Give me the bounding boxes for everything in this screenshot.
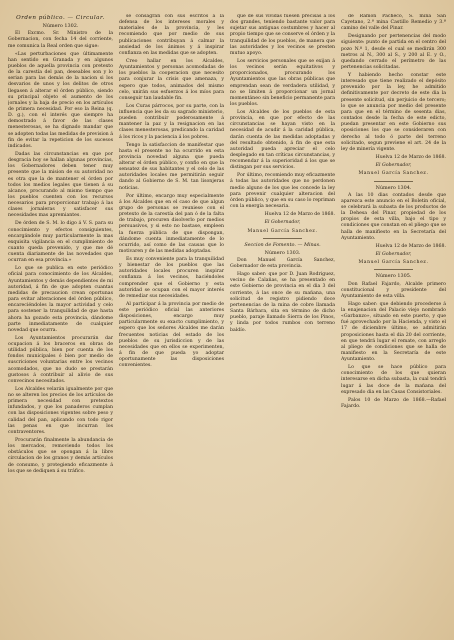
paragraph: de Ramon Pacheco, S. mina San Cayetano, 2.ª mina Castillo Remedio y 3.ª camino del valle del Pinar. (341, 14, 446, 32)
date-line: Huelva 12 de Marzo de 1868. (264, 212, 335, 218)
divider (263, 238, 303, 239)
signature-name: Manuel García Sanchez. (358, 260, 429, 266)
paragraph: Lo que se publica en este periódico oficial para conocimiento de los Alcaldes, Ayuntamientos y demás dependientes de mi autoridad, á fin de que adopten cuantas medidas de precaucion crean oportunas para evitar alteraciones del órden público, encareciéndoles la mayor actividad y celo para sostener la tranquilidad de que hasta ahora ha gozado esta provincia, dándome parte inmediatamente de cualquier novedad que ocurra. (8, 266, 113, 333)
paragraph: Procurarán finalmente la abundancia de los mercados, removiendo todos los obstáculos que se opongan á la libre circulacion de los granos y demás artículos de consumo, y protegiendo eficazmente á los que se dediquen á su tráfico. (8, 437, 113, 474)
paragraph: que de sus vividas fuesen precisas á los dos grandes, teniendo bastante valor para sujetar sus antiguas costumbres y hacer al propio tiempo que se conserve el órden y la tranquilidad de los pueblos, de manera que las autoridades y los vecinos se presten mutuo apoyo. (230, 14, 335, 56)
paragraph: Palos 10 de Marzo de 1868.—Rafael Fajardo. (341, 397, 446, 409)
date-line: Huelva 12 de Marzo de 1868. (375, 155, 446, 161)
paragraph: Designando por pertenencias del modo siguiente: punto de partida en el centro del pozo N.º 1, desde el cual se medirán 300 metros al N., 300 al S., y 200 al E. y O., quedando cerrado el perímetro de las pertenencias solicitadas. (341, 34, 446, 71)
paragraph: Es muy conveniente para la tranquilidad y bienestar de los pueblos que las autoridades locales procuren inspirar confianza á los vecinos, haciéndoles comprender que el Gobierno y esta autoridad se ocupan con el mayor interés de remediar sus necesidades. (119, 256, 224, 299)
paragraph: A las 10 dias contados desde que aparezca este anuncio en el Boletin oficial, se celebrará la subasta de los productos de la Dehesa del Pinar, propiedad de los propios de esta villa, bajo el tipo y condiciones que constan en el pliego que se halla de manifiesto en la Secretaría del Ayuntamiento. (341, 192, 446, 241)
divider (374, 269, 414, 270)
section-heading: Seccion de Fomento. — Minas. (244, 241, 321, 248)
paragraph: Los Alcaldes velarán igualmente por que no se alteren los precios de los artículos de primera necesidad con pretextos infundados, y que los panaderos cumplan con las disposiciones vigentes sobre peso y calidad del pan, aplicando con todo rigor las penas en que incurran los contraventores. (8, 386, 113, 435)
paragraph: Los Ayuntamientos procurarán dar ocupacion á los braceros en obras de utilidad pública, bien por cuenta de los fondos municipales ó bien por medio de suscriciones voluntarias entre los vecinos acomodados, que no dudo se prestarán gustosos á contribuir al alivio de sus convecinos necesitados. (8, 335, 113, 384)
notice-number: Número 1305. (375, 273, 412, 280)
signature-name: Manuel García Sanchez. (358, 171, 429, 177)
notice-number: Número 1303. (264, 249, 301, 256)
signature-title: El Gobernador, (264, 220, 301, 226)
date-line: Huelva 12 de Marzo de 1868. (375, 243, 446, 249)
paragraph: Por último, encargo muy especialmente á los Alcaldes que en el caso de que algun grupo de personas se reuniese con el pretexto de la carestía del pan ó de la falta de trabajo, procuren disolverlo por medios persuasivos, y si esto no bastase, empleen la fuerza pública de que dispongan, dándome cuenta inmediatamente de lo ocurrido, así como de las causas que lo motivaren y de las medidas adoptadas. (119, 193, 224, 254)
paragraph: se consagran con sus escritos á la defensa de los intereses morales y materiales de la provincia, y les recomiendo que por medio de sus publicaciones contribuyan á calmar la ansiedad de los ánimos y á inspirar confianza en las medidas que se adopten. (119, 14, 224, 56)
notice-number: Número 1304. (375, 184, 412, 191)
paragraph: Y habiendo hecho constar este interesado que tiene realizado el depósito prevenido por la ley, he admitido definitivamente por decreto de este dia la presente solicitud, sin perjuicio de tercero; lo que se anuncia por medio del presente para que en el término de sesenta dias, contados desde la fecha de este edicto, puedan presentar en este Gobierno sus oposiciones los que se consideraren con derecho al todo ó parte del terreno solicitado, segun previene el art. 24 de la ley de minería vigente. (341, 73, 446, 152)
column-4 (341, 14, 446, 632)
paragraph: Al participar á la provincia por medio de este periódico oficial las anteriores disposiciones, encargo muy particularmente su exacto cumplimiento, y espero que los señores Alcaldes me darán frecuentes noticias del estado de los pueblos de su jurisdiccion y de las necesidades que en ellos se experimenten, á fin de que pueda yo adoptar oportunamente las disposiciones convenientes. (119, 301, 224, 369)
paragraph: Los Alcaldes de los pueblos de esta provincia, en que por efecto de las circunstancias se hayan visto en la necesidad de acudir á la caridad pública, darán cuenta de las medidas adoptadas y del resultado obtenido, á fin de que esta autoridad pueda apreciar el celo desplegado en tan críticas circunstancias, y recomendar á la superioridad á los que se distingan por sus servicios. (230, 109, 335, 171)
paragraph: Hago saber: que debiendo procederse á la enajenacion del Palacio viejo nombrado «Garbanzo», situado en este puerto, y que fué aprovechado por la Hacienda, y visto el 17 de diciembre último, se admitirán proposiciones hasta el dia 20 del corriente, en que tendrá lugar el remate, con arreglo al pliego de condiciones que se halla de manifiesto en la Secretaría de este Ayuntamiento. (341, 301, 446, 363)
paragraph: Hago saber: que por D. Juan Rodriguez, vecino de Calañas, se ha presentado en este Gobierno de provincia en el dia 3 del corriente, á las once de su mañana, una solicitud de registro pidiendo doce pertenencias de la mina de cobre llamada Santa Bárbara, sita en término de dicho pueblo, paraje llamado Sierra de los Pinos, y linda por todos rumbos con terreno baldío. (230, 272, 335, 333)
column-1 (8, 14, 113, 632)
paragraph: Por último, recomiendo muy eficazmente á todas las autoridades que no perdonen medio alguno de los que les concede la ley para prevenir cualquier alteracion del órden público, y que en su caso lo repriman con la energía necesaria. (230, 173, 335, 210)
signature-title: El Gobernador, (375, 252, 412, 258)
section-heading: Orden público. — Circular. (16, 15, 105, 21)
paragraph: El Excmo. Sr. Ministro de la Gobernacion, con fecha 14 del corriente, me comunica la Real orden que sigue: (8, 31, 113, 49)
paragraph: De órden de S. M. lo digo á V. S. para su conocimiento y efectos consiguientes, encargándole muy particularmente la mas exquisita vigilancia en el cumplimiento de cuanto queda prevenido, y que me dé cuenta diariamente de las novedades que ocurran en esa provincia.» (8, 221, 113, 264)
paragraph: Lo que se hace público para conocimiento de los que quieran interesarse en dicha subasta, la cual tendrá lugar á las doce de la mañana del expresado dia en las Casas Consistoriales. (341, 365, 446, 395)
signature-name: Manuel García Sanchez. (247, 228, 318, 234)
column-container (8, 14, 446, 632)
paragraph: Los Curas párrocos, por su parte, con la influencia que les da su sagrado ministerio, pueden contribuir poderosamente á mantener la paz y la resignacion en las clases menesterosas, predicando la caridad á los ricos y la paciencia á los pobres. (119, 103, 224, 140)
paragraph: Don Rafael Fajardo, Alcalde primero constitucional y presidente del Ayuntamiento de esta villa. (341, 281, 446, 299)
paragraph: Los servicios personales que se exijan á los vecinos serán equitativos y proporcionados, procurando los Ayuntamientos que las obras públicas que emprendan sean de verdadera utilidad, y no se limiten á proporcionar un jornal momentáneo sin beneficio permanente para los pueblos. (230, 58, 335, 107)
paragraph: Creo hallar en los Alcaldes, Ayuntamientos y personas acomodadas de los pueblos la cooperacion que necesito para conjurar la crisis que amenaza, y espero que todos, animados del mismo celo, unirán sus esfuerzos á los míos para conseguir tan laudable fin. (119, 58, 224, 101)
paragraph: Dadas las circunstancias en que por desgracia hoy se hallan algunas provincias, los Gobernadores deben tener muy presente que la mision de su autoridad no es otra que la de mantener el órden por todos los medios legales que tienen á su alcance, procurando al mismo tiempo que los pueblos cuenten con los recursos necesarios para proporcionar trabajo á las clases jornaleras y satisfacer sus necesidades mas apremiantes. (8, 151, 113, 219)
divider (374, 181, 414, 182)
signature-title: El Gobernador, (375, 163, 412, 169)
notice-number: Número 1302. (42, 23, 79, 30)
paragraph: «Las perturbaciones que últimamente han sentido en Granada y en algunos pueblos de aquella provincia con pretexto de la carestía del pan, deseables son y lo serian para las demás de la nacion si los desvarios de unos y los delitos de otros llegasen á alterar el órden público, siendo su principal objeto el aumento de los jornales y la baja de precio en los artículos de primera necesidad. Por eso la Reina (q. D. g.), con el interés que siempre ha demostrado á favor de las clases menesterosas, se ha dignado mandar que se adopten todas las medidas de prevision á fin de evitar la repeticion de los sucesos indicados. (8, 51, 113, 149)
column-2 (119, 14, 224, 632)
paragraph: Tengo la satisfaccion de manifestar que hasta el presente no ha ocurrido en esta provincia novedad alguna que pueda alterar el órden público, y confio en que la sensatez de sus habitantes y el celo de las autoridades locales me permitirán seguir dando al Gobierno de S. M. tan lisonjeras noticias. (119, 142, 224, 191)
paragraph: Don Manuel García Sanchez, Gobernador de esta provincia. (230, 258, 335, 270)
column-3 (230, 14, 335, 632)
